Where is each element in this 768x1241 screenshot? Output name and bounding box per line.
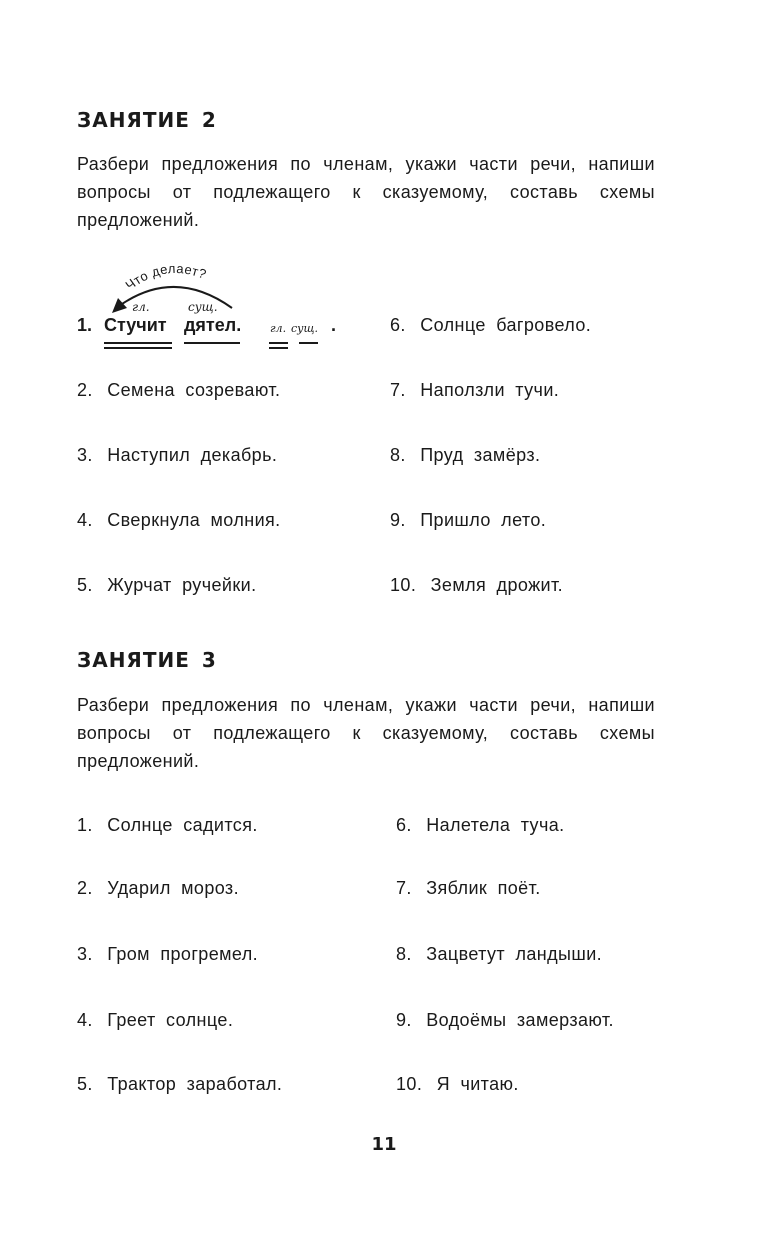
list-item: 2. Семена созревают.: [77, 380, 281, 400]
list-item: 8. Зацветут ландыши.: [396, 944, 603, 964]
list-item: 6. Солнце багровело.: [390, 315, 592, 335]
list-item: 5. Журчат ручейки.: [77, 575, 257, 595]
label-verb: гл.: [132, 300, 150, 314]
scheme-verb-label: гл.: [270, 322, 287, 335]
list-item: 8. Пруд замёрз.: [390, 445, 541, 465]
list-item: 4. Греет солнце.: [77, 1010, 234, 1030]
list-item: 4. Сверкнула молния.: [77, 510, 281, 530]
example-predicate: Стучит: [104, 315, 167, 335]
label-noun: сущ.: [188, 300, 218, 314]
example-question: Что делает?: [122, 260, 209, 293]
list-item: 7. Наползли тучи.: [390, 380, 560, 400]
list-item: 9. Пришло лето.: [390, 510, 547, 530]
lesson2-title: ЗАНЯТИЕ 2: [77, 108, 217, 132]
list-item: 9. Водоёмы замерзают.: [396, 1010, 614, 1030]
list-item: 2. Ударил мороз.: [77, 878, 239, 898]
example-number: 1.: [77, 315, 93, 335]
list-item: 5. Трактор заработал.: [77, 1074, 283, 1094]
list-item: 3. Гром прогремел.: [77, 944, 258, 964]
example-subject: дятел.: [184, 315, 242, 335]
list-item: 6. Налетела туча.: [396, 815, 565, 835]
scheme-noun-label: сущ.: [291, 322, 319, 335]
list-item: 1. Солнце садится.: [77, 815, 258, 835]
list-item: 10. Земля дрожит.: [390, 575, 564, 595]
list-item: 10. Я читаю.: [396, 1074, 519, 1094]
list-item: 7. Зяблик поёт.: [396, 878, 541, 898]
list-item: 3. Наступил декабрь.: [77, 445, 278, 465]
lesson3-instruction: Разбери предложения по членам, укажи части речи, напиши вопросы от подлежащего к сказуемому, составь схемы предложений.: [77, 695, 655, 771]
lesson2-instruction: Разбери предложения по членам, укажи части речи, напиши вопросы от подлежащего к сказуемому, составь схемы предложений.: [77, 154, 655, 230]
page-number: 11: [371, 1134, 397, 1155]
lesson3-title: ЗАНЯТИЕ 3: [77, 648, 217, 672]
scheme-end: .: [331, 315, 337, 335]
